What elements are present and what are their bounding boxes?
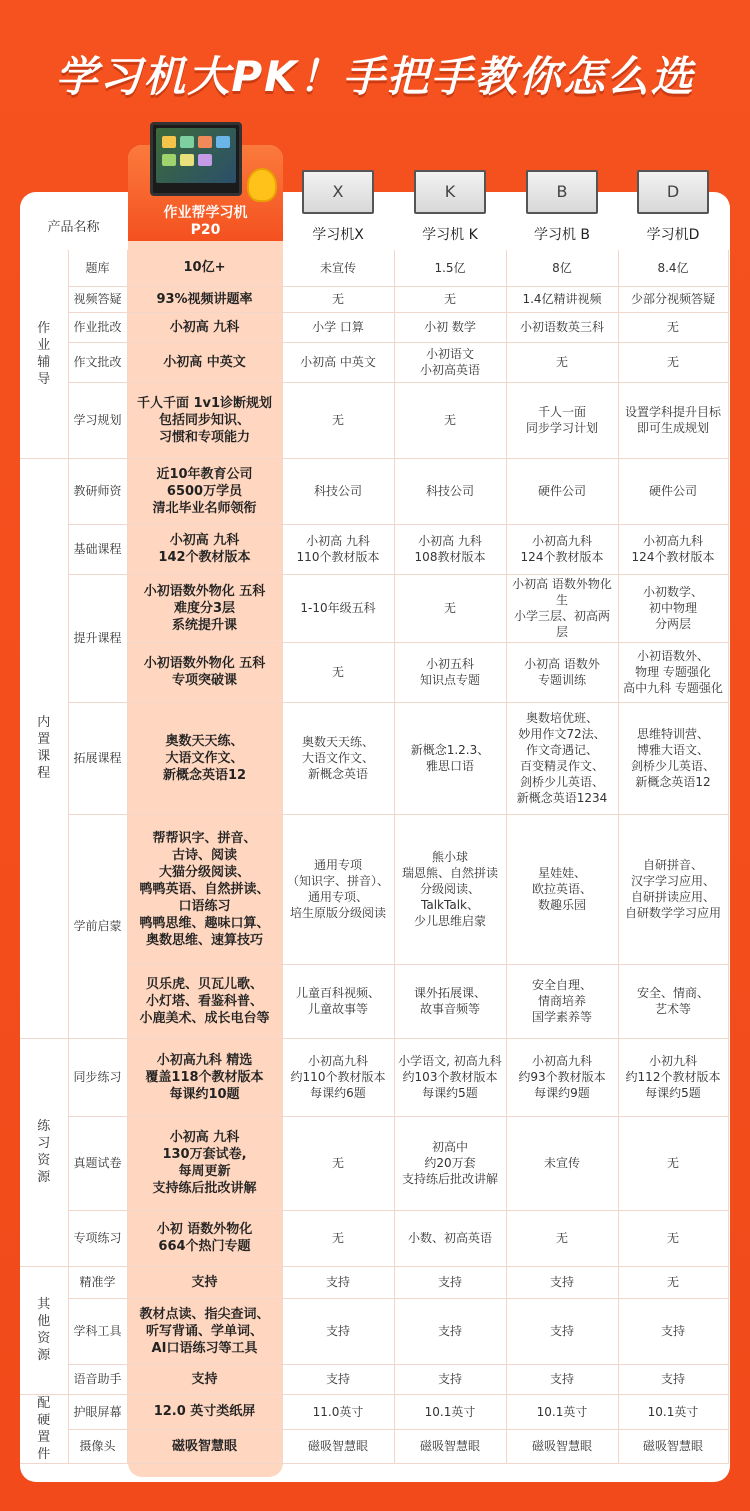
competitor-logo-box: B xyxy=(526,170,598,214)
competitor-value-x: 小初高 九科 110个教材版本 xyxy=(282,524,394,574)
competitor-value-b: 10.1英寸 xyxy=(506,1394,618,1430)
competitor-value-b: 无 xyxy=(506,342,618,382)
row-label: 护眼屏幕 xyxy=(68,1394,127,1430)
competitor-value-k: 科技公司 xyxy=(394,458,506,524)
competitor-value-d: 硬件公司 xyxy=(618,458,728,524)
competitor-name: 学习机 B xyxy=(533,227,591,243)
competitor-value-d: 无 xyxy=(618,1266,728,1298)
featured-value: 10亿+ xyxy=(127,250,282,286)
table-row xyxy=(20,1038,728,1116)
featured-value: 小初语数外物化 五科 专项突破课 xyxy=(127,642,282,702)
row-label: 作文批改 xyxy=(68,342,127,382)
featured-value: 小初语数外物化 五科 难度分3层 系统提升课 xyxy=(127,574,282,642)
row-label: 基础课程 xyxy=(68,524,127,574)
row-label: 真题试卷 xyxy=(68,1116,127,1210)
table-row xyxy=(20,1266,728,1298)
competitor-logo-box: K xyxy=(414,170,486,214)
featured-product-name xyxy=(128,205,283,239)
competitor-value-x: 无 xyxy=(282,382,394,458)
competitor-value-d: 支持 xyxy=(618,1298,728,1364)
featured-value: 教材点读、指尖查词、 听写背诵、学单词、 AI口语练习等工具 xyxy=(127,1298,282,1364)
competitor-value-b: 奥数培优班、 妙用作文72法、 作文奇遇记、 百变精灵作文、 剑桥少儿英语、 新概念英语1234 xyxy=(506,702,618,814)
competitor-value-b: 小初高 语数外物化生 小学三层、初高两层 xyxy=(506,574,618,642)
category-label: 配 硬 置 件 xyxy=(20,1394,68,1463)
competitor-value-x: 支持 xyxy=(282,1266,394,1298)
competitor-value-x: 奥数天天练、 大语文作文、 新概念英语 xyxy=(282,702,394,814)
competitor-value-x: 小学 口算 xyxy=(282,312,394,342)
row-label: 学前启蒙 xyxy=(68,814,127,1038)
competitor-value-x: 支持 xyxy=(282,1298,394,1364)
table-row xyxy=(20,1394,728,1430)
featured-value: 小初高 九科 142个教材版本 xyxy=(127,524,282,574)
competitor-value-k: 课外拓展课、 故事音频等 xyxy=(394,964,506,1038)
table-row xyxy=(20,382,728,458)
competitor-logo-box: D xyxy=(637,170,709,214)
competitor-name: 学习机D xyxy=(646,227,700,243)
competitor-value-k: 无 xyxy=(394,574,506,642)
competitor-value-x: 1-10年级五科 xyxy=(282,574,394,642)
competitor-value-d: 设置学科提升目标 即可生成规划 xyxy=(618,382,728,458)
table-row xyxy=(20,1210,728,1266)
row-label: 学科工具 xyxy=(68,1298,127,1364)
row-label: 学习规划 xyxy=(68,382,127,458)
row-label: 摄像头 xyxy=(68,1430,127,1463)
competitor-value-x: 无 xyxy=(282,642,394,702)
featured-value: 小初 语数外物化 664个热门专题 xyxy=(127,1210,282,1266)
competitor-value-d: 无 xyxy=(618,1210,728,1266)
thumbs-up-icon xyxy=(247,168,277,202)
competitor-value-b: 小初高 语数外 专题训练 xyxy=(506,642,618,702)
competitor-value-b: 支持 xyxy=(506,1266,618,1298)
competitor-value-b: 支持 xyxy=(506,1364,618,1394)
competitor-value-d: 磁吸智慧眼 xyxy=(618,1430,728,1463)
competitor-value-k: 无 xyxy=(394,286,506,312)
competitor-value-x: 无 xyxy=(282,1210,394,1266)
category-label: 其 他 资 源 xyxy=(20,1266,68,1394)
row-label: 教研师资 xyxy=(68,458,127,524)
row-label: 作业批改 xyxy=(68,312,127,342)
table-row xyxy=(20,524,728,574)
row-label: 视频答疑 xyxy=(68,286,127,312)
competitor-value-k: 小初五科 知识点专题 xyxy=(394,642,506,702)
featured-value: 奥数天天练、 大语文作文、 新概念英语12 xyxy=(127,702,282,814)
competitor-value-b: 1.4亿精讲视频 xyxy=(506,286,618,312)
table-row xyxy=(20,1116,728,1210)
category-label: 内 置 课 程 xyxy=(20,458,68,1038)
competitor-name: 学习机X xyxy=(312,227,364,243)
category-label: 练 习 资 源 xyxy=(20,1038,68,1266)
competitor-value-d: 自研拼音、 汉字学习应用、 自研拼读应用、 自研数学学习应用 xyxy=(618,814,728,964)
table-row xyxy=(20,1430,728,1463)
competitor-value-k: 无 xyxy=(394,382,506,458)
competitor-value-x: 小初高九科 约110个教材版本 每课约6题 xyxy=(282,1038,394,1116)
competitor-value-d: 支持 xyxy=(618,1364,728,1394)
featured-value: 93%视频讲题率 xyxy=(127,286,282,312)
competitor-value-d: 小初九科 约112个教材版本 每课约5题 xyxy=(618,1038,728,1116)
category-label: 作 业 辅 导 xyxy=(20,250,68,458)
brand-name: 作业帮学习机 xyxy=(163,205,248,221)
featured-value: 磁吸智慧眼 xyxy=(127,1430,282,1463)
table-row xyxy=(20,814,728,964)
featured-value: 千人千面 1v1诊断规划 包括同步知识、 习惯和专项能力 xyxy=(127,382,282,458)
competitor-value-b: 星娃娃、 欧拉英语、 数趣乐园 xyxy=(506,814,618,964)
row-label: 提升课程 xyxy=(68,574,127,702)
competitor-value-k: 支持 xyxy=(394,1364,506,1394)
competitor-value-d: 小初语数外、 物理 专题强化 高中九科 专题强化 xyxy=(618,642,728,702)
competitor-value-d: 10.1英寸 xyxy=(618,1394,728,1430)
competitor-value-b: 支持 xyxy=(506,1298,618,1364)
competitor-value-k: 磁吸智慧眼 xyxy=(394,1430,506,1463)
competitor-value-k: 新概念1.2.3、 雅思口语 xyxy=(394,702,506,814)
competitor-value-k: 小数、初高英语 xyxy=(394,1210,506,1266)
competitor-value-x: 通用专项 （知识字、拼音）、 通用专项、 培生原版分级阅读 xyxy=(282,814,394,964)
table-row xyxy=(20,964,728,1038)
table-row xyxy=(20,1364,728,1394)
competitor-value-k: 熊小球 瑞恩熊、自然拼读 分级阅读、 TalkTalk、 少儿思维启蒙 xyxy=(394,814,506,964)
comparison-table xyxy=(20,250,729,1464)
row-label: 语音助手 xyxy=(68,1364,127,1394)
competitor-value-x: 儿童百科视频、 儿童故事等 xyxy=(282,964,394,1038)
featured-value: 支持 xyxy=(127,1364,282,1394)
competitor-value-k: 小初高 九科 108教材版本 xyxy=(394,524,506,574)
competitor-value-b: 未宣传 xyxy=(506,1116,618,1210)
table-row xyxy=(20,574,728,642)
competitor-value-d: 思维特训营、 博雅大语文、 剑桥少儿英语、 新概念英语12 xyxy=(618,702,728,814)
competitor-value-k: 初高中 约20万套 支持练后批改讲解 xyxy=(394,1116,506,1210)
tablet-device-icon xyxy=(150,122,242,196)
featured-value: 12.0 英寸类纸屏 xyxy=(127,1394,282,1430)
competitor-value-d: 无 xyxy=(618,342,728,382)
competitor-value-b: 硬件公司 xyxy=(506,458,618,524)
competitor-value-x: 11.0英寸 xyxy=(282,1394,394,1430)
competitor-value-k: 小初 数学 xyxy=(394,312,506,342)
competitor-value-x: 磁吸智慧眼 xyxy=(282,1430,394,1463)
competitor-value-k: 支持 xyxy=(394,1298,506,1364)
table-row xyxy=(20,458,728,524)
competitor-value-x: 无 xyxy=(282,286,394,312)
competitor-value-d: 无 xyxy=(618,1116,728,1210)
table-row xyxy=(20,250,728,286)
featured-value: 贝乐虎、贝瓦儿歌、 小灯塔、看鉴科普、 小鹿美术、成长电台等 xyxy=(127,964,282,1038)
featured-value: 小初高 中英文 xyxy=(127,342,282,382)
competitor-value-b: 无 xyxy=(506,1210,618,1266)
product-name-label: 产品名称 xyxy=(47,220,100,235)
competitor-value-x: 无 xyxy=(282,1116,394,1210)
competitor-name: 学习机 K xyxy=(422,227,478,243)
competitor-value-x: 小初高 中英文 xyxy=(282,342,394,382)
featured-value: 小初高九科 精选 覆盖118个教材版本 每课约10题 xyxy=(127,1038,282,1116)
row-label: 精准学 xyxy=(68,1266,127,1298)
competitor-value-d: 小初数学、 初中物理 分两层 xyxy=(618,574,728,642)
row-label: 专项练习 xyxy=(68,1210,127,1266)
competitor-value-x: 科技公司 xyxy=(282,458,394,524)
row-label: 同步练习 xyxy=(68,1038,127,1116)
competitor-value-d: 8.4亿 xyxy=(618,250,728,286)
row-label: 拓展课程 xyxy=(68,702,127,814)
competitor-value-d: 无 xyxy=(618,312,728,342)
table-row xyxy=(20,342,728,382)
competitor-value-b: 小初高九科 124个教材版本 xyxy=(506,524,618,574)
table-row xyxy=(20,702,728,814)
competitor-value-b: 安全自理、 情商培养 国学素养等 xyxy=(506,964,618,1038)
competitor-value-d: 小初高九科 124个教材版本 xyxy=(618,524,728,574)
featured-value: 小初高 九科 xyxy=(127,312,282,342)
competitor-value-d: 少部分视频答疑 xyxy=(618,286,728,312)
competitor-value-b: 小初高九科 约93个教材版本 每课约9题 xyxy=(506,1038,618,1116)
competitor-value-k: 10.1英寸 xyxy=(394,1394,506,1430)
row-label: 题库 xyxy=(68,250,127,286)
competitor-value-k: 1.5亿 xyxy=(394,250,506,286)
table-row xyxy=(20,642,728,702)
competitor-value-b: 8亿 xyxy=(506,250,618,286)
featured-value: 近10年教育公司 6500万学员 清北毕业名师领衔 xyxy=(127,458,282,524)
competitor-value-b: 千人一面 同步学习计划 xyxy=(506,382,618,458)
competitor-value-k: 支持 xyxy=(394,1266,506,1298)
competitor-value-k: 小初语文 小初高英语 xyxy=(394,342,506,382)
competitor-value-d: 安全、情商、 艺术等 xyxy=(618,964,728,1038)
featured-value: 帮帮识字、拼音、 古诗、阅读 大猫分级阅读、 鸭鸭英语、自然拼读、 口语练习 鸭鸭思维、趣味口算、 奥数思维、速算技巧 xyxy=(127,814,282,964)
featured-value: 小初高 九科 130万套试卷, 每周更新 支持练后批改讲解 xyxy=(127,1116,282,1210)
competitor-value-b: 小初语数英三科 xyxy=(506,312,618,342)
page-title: 学习机大PK！手把手教你怎么选 xyxy=(55,52,695,101)
competitor-value-b: 磁吸智慧眼 xyxy=(506,1430,618,1463)
brand-model: P20 xyxy=(190,222,221,238)
competitor-logo-box: X xyxy=(302,170,374,214)
table-row xyxy=(20,1298,728,1364)
competitor-value-x: 支持 xyxy=(282,1364,394,1394)
competitor-value-x: 未宣传 xyxy=(282,250,394,286)
table-row xyxy=(20,312,728,342)
featured-value: 支持 xyxy=(127,1266,282,1298)
competitor-value-k: 小学语文, 初高九科 约103个教材版本 每课约5题 xyxy=(394,1038,506,1116)
table-row xyxy=(20,286,728,312)
